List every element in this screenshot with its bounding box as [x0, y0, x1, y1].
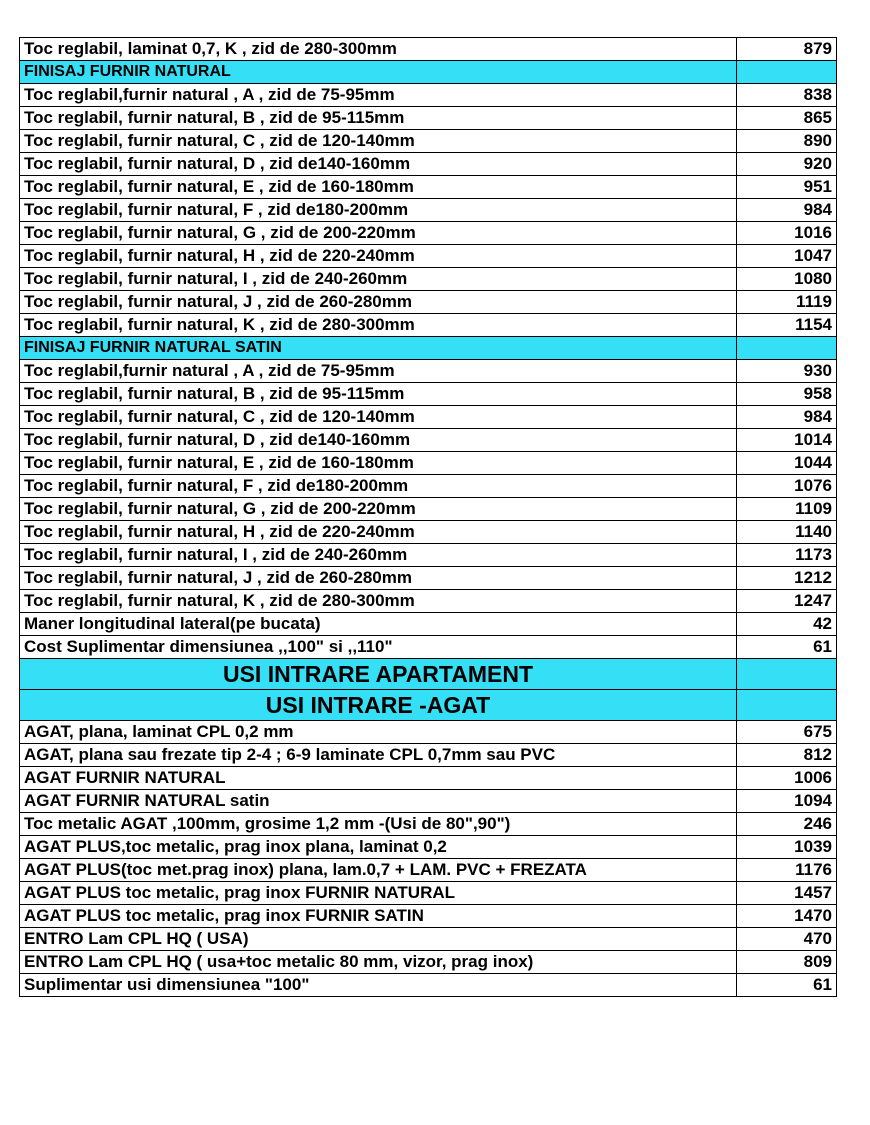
product-description: Toc reglabil, furnir natural, E , zid de 160-180mm [20, 452, 737, 475]
product-description: Toc reglabil, furnir natural, E , zid de 160-180mm [20, 176, 737, 199]
section-header-row [20, 337, 837, 360]
product-price: 984 [737, 199, 837, 222]
table-row [20, 268, 837, 291]
table-row [20, 84, 837, 107]
price-rows [20, 38, 837, 997]
product-description: AGAT, plana, laminat CPL 0,2 mm [20, 721, 737, 744]
product-price: 61 [737, 636, 837, 659]
table-row [20, 767, 837, 790]
table-row [20, 813, 837, 836]
table-row [20, 836, 837, 859]
product-price: 1457 [737, 882, 837, 905]
product-price: 1080 [737, 268, 837, 291]
product-price: 1076 [737, 475, 837, 498]
product-description: ENTRO Lam CPL HQ ( usa+toc metalic 80 mm, vizor, prag inox) [20, 951, 737, 974]
product-description: Toc reglabil, furnir natural, C , zid de 120-140mm [20, 130, 737, 153]
table-row [20, 636, 837, 659]
product-price: 1047 [737, 245, 837, 268]
category-title: USI INTRARE -AGAT [20, 690, 737, 721]
product-description: ENTRO Lam CPL HQ ( USA) [20, 928, 737, 951]
table-row [20, 613, 837, 636]
product-description: Toc reglabil,furnir natural , A , zid de 75-95mm [20, 360, 737, 383]
product-price: 1119 [737, 291, 837, 314]
product-price: 838 [737, 84, 837, 107]
table-row [20, 176, 837, 199]
section-header-row [20, 61, 837, 84]
section-title: FINISAJ FURNIR NATURAL [20, 61, 737, 84]
product-description: Toc reglabil, furnir natural, D , zid de140-160mm [20, 429, 737, 452]
category-title: USI INTRARE APARTAMENT [20, 659, 737, 690]
table-row [20, 314, 837, 337]
product-description: Cost Suplimentar dimensiunea ,,100" si ,,110" [20, 636, 737, 659]
table-row [20, 974, 837, 997]
product-description: Toc metalic AGAT ,100mm, grosime 1,2 mm -(Usi de 80",90") [20, 813, 737, 836]
product-description: Toc reglabil, furnir natural, K , zid de 280-300mm [20, 590, 737, 613]
product-description: AGAT PLUS toc metalic, prag inox FURNIR NATURAL [20, 882, 737, 905]
table-row [20, 199, 837, 222]
product-description: Toc reglabil, furnir natural, B , zid de 95-115mm [20, 383, 737, 406]
product-price: 951 [737, 176, 837, 199]
product-description: Toc reglabil, furnir natural, I , zid de 240-260mm [20, 544, 737, 567]
product-description: Toc reglabil, furnir natural, F , zid de180-200mm [20, 199, 737, 222]
product-description: Toc reglabil, furnir natural, J , zid de 260-280mm [20, 567, 737, 590]
table-row [20, 291, 837, 314]
product-description: AGAT, plana sau frezate tip 2-4 ; 6-9 laminate CPL 0,7mm sau PVC [20, 744, 737, 767]
table-row [20, 360, 837, 383]
table-row [20, 521, 837, 544]
product-description: AGAT PLUS(toc met.prag inox) plana, lam.0,7 + LAM. PVC + FREZATA [20, 859, 737, 882]
product-description: Toc reglabil, furnir natural, I , zid de 240-260mm [20, 268, 737, 291]
table-row [20, 567, 837, 590]
product-description: Toc reglabil, furnir natural, F , zid de180-200mm [20, 475, 737, 498]
product-description: Toc reglabil, furnir natural, H , zid de 220-240mm [20, 521, 737, 544]
product-description: Toc reglabil, furnir natural, B , zid de 95-115mm [20, 107, 737, 130]
product-price: 675 [737, 721, 837, 744]
product-description: Toc reglabil, furnir natural, G , zid de 200-220mm [20, 222, 737, 245]
empty-price-cell [737, 659, 837, 690]
product-price: 809 [737, 951, 837, 974]
table-row [20, 153, 837, 176]
product-description: Toc reglabil, furnir natural, H , zid de 220-240mm [20, 245, 737, 268]
section-title: FINISAJ FURNIR NATURAL SATIN [20, 337, 737, 360]
table-row [20, 744, 837, 767]
product-price: 1173 [737, 544, 837, 567]
product-price: 61 [737, 974, 837, 997]
product-description: Maner longitudinal lateral(pe bucata) [20, 613, 737, 636]
product-price: 1044 [737, 452, 837, 475]
product-description: AGAT PLUS toc metalic, prag inox FURNIR SATIN [20, 905, 737, 928]
product-description: AGAT FURNIR NATURAL satin [20, 790, 737, 813]
table-row [20, 130, 837, 153]
table-row [20, 905, 837, 928]
empty-price-cell [737, 61, 837, 84]
product-price: 958 [737, 383, 837, 406]
product-description: Toc reglabil,furnir natural , A , zid de 75-95mm [20, 84, 737, 107]
product-price: 1247 [737, 590, 837, 613]
product-price: 1039 [737, 836, 837, 859]
product-price: 1140 [737, 521, 837, 544]
empty-price-cell [737, 337, 837, 360]
product-price: 1016 [737, 222, 837, 245]
empty-price-cell [737, 690, 837, 721]
table-row [20, 928, 837, 951]
product-price: 890 [737, 130, 837, 153]
table-row [20, 859, 837, 882]
table-row [20, 882, 837, 905]
table-row [20, 544, 837, 567]
table-row [20, 406, 837, 429]
product-price: 1212 [737, 567, 837, 590]
table-row [20, 429, 837, 452]
product-price: 1109 [737, 498, 837, 521]
table-row [20, 245, 837, 268]
product-price: 1014 [737, 429, 837, 452]
product-description: Toc reglabil, furnir natural, D , zid de140-160mm [20, 153, 737, 176]
table-row [20, 590, 837, 613]
table-row [20, 107, 837, 130]
price-table [19, 37, 837, 997]
product-price: 1176 [737, 859, 837, 882]
table-row [20, 222, 837, 245]
product-description: Toc reglabil, furnir natural, G , zid de 200-220mm [20, 498, 737, 521]
product-price: 246 [737, 813, 837, 836]
product-price: 812 [737, 744, 837, 767]
table-row [20, 721, 837, 744]
table-row [20, 452, 837, 475]
table-row [20, 498, 837, 521]
product-description: Toc reglabil, furnir natural, K , zid de 280-300mm [20, 314, 737, 337]
table-row [20, 790, 837, 813]
product-price: 920 [737, 153, 837, 176]
category-heading-row [20, 659, 837, 690]
product-price: 470 [737, 928, 837, 951]
product-price: 879 [737, 38, 837, 61]
product-price: 865 [737, 107, 837, 130]
table-row [20, 383, 837, 406]
product-price: 1006 [737, 767, 837, 790]
product-price: 1470 [737, 905, 837, 928]
product-description: Toc reglabil, furnir natural, J , zid de 260-280mm [20, 291, 737, 314]
product-price: 42 [737, 613, 837, 636]
product-description: Toc reglabil, laminat 0,7, K , zid de 280-300mm [20, 38, 737, 61]
product-description: AGAT FURNIR NATURAL [20, 767, 737, 790]
product-price: 930 [737, 360, 837, 383]
table-row [20, 475, 837, 498]
product-price: 1094 [737, 790, 837, 813]
product-description: AGAT PLUS,toc metalic, prag inox plana, laminat 0,2 [20, 836, 737, 859]
product-description: Toc reglabil, furnir natural, C , zid de 120-140mm [20, 406, 737, 429]
product-price: 1154 [737, 314, 837, 337]
table-row [20, 38, 837, 61]
table-row [20, 951, 837, 974]
product-price: 984 [737, 406, 837, 429]
category-heading-row [20, 690, 837, 721]
product-description: Suplimentar usi dimensiunea "100" [20, 974, 737, 997]
